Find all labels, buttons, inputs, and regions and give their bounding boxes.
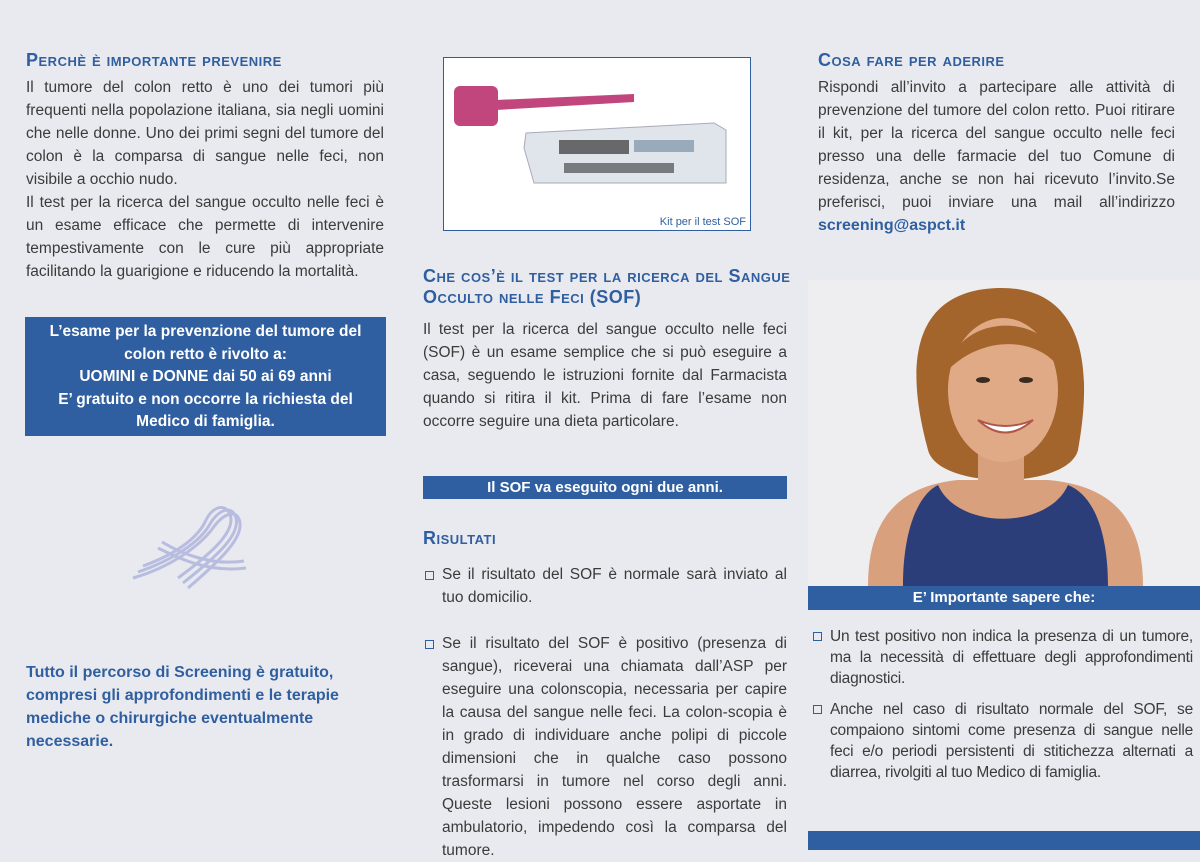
box-line: E’ gratuito e non occorre la richiesta del Medico di famiglia.	[58, 390, 353, 430]
note-text: Anche nel caso di risultato normale del SOF, se compaiono sintomi come presenza di sangue nelle feci e/o periodi persistenti di stitichezza alternati a diarrea, rivolgiti al tuo Medico di famiglia.	[830, 701, 1193, 781]
list-item	[813, 699, 1193, 783]
kit-caption: Kit per il test SOF	[659, 216, 746, 228]
awareness-ribbon-icon	[128, 498, 248, 598]
result-text: Se il risultato del SOF è normale sarà inviato al tuo domicilio.	[442, 566, 787, 606]
sof-kit-image	[444, 58, 749, 208]
email-link[interactable]: screening@aspct.it	[818, 217, 966, 234]
smiling-woman-image	[808, 280, 1200, 586]
footer-bar	[808, 831, 1200, 850]
why-prevent-para1: Il tumore del colon retto è uno dei tumori più frequenti nella popolazione italiana, sia negli uomini che nelle donne. Uno dei primi segni del tumore del colon è la comparsa di sangue nelle feci, non visibile a occhio nudo.	[26, 79, 384, 188]
screening-free-note: Tutto il percorso di Screening è gratuito, compresi gli approfondimenti e le terapie mediche o chirurgiche eventualmente necessarie.	[26, 664, 339, 750]
bullet-square-icon	[813, 705, 822, 714]
important-banner: E’ Importante sapere che:	[808, 586, 1200, 610]
list-item	[425, 563, 787, 609]
woman-photo	[808, 280, 1200, 586]
sof-frequency-banner: Il SOF va eseguito ogni due anni.	[423, 476, 787, 499]
heading-results: Risultati	[423, 528, 497, 548]
bullet-square-icon	[813, 632, 822, 641]
heading-how-to-join: Cosa fare per aderire	[818, 50, 1005, 70]
heading-why-prevent: Perchè è importante prevenire	[26, 50, 282, 70]
note-text: Un test positivo non indica la presenza di un tumore, ma la necessità di effettuare degli approfondimenti diagnostici.	[830, 628, 1193, 687]
list-item	[813, 626, 1193, 689]
what-is-sof-para: Il test per la ricerca del sangue occulto nelle feci (SOF) è un esame semplice che si può eseguire a casa, seguendo le istruzioni fornite dal Farmacista quando si ritira il kit. Prima di fare l’esame non occorre seguire una dieta particolare.	[423, 321, 787, 430]
heading-what-is-sof: Che cos’è il test per la ricerca del Sangue Occulto nelle Feci (SOF)	[423, 266, 791, 307]
notes-list	[813, 626, 1193, 783]
bullet-square-icon	[425, 571, 434, 580]
bullet-square-icon	[425, 640, 434, 649]
box-line: UOMINI e DONNE dai 50 ai 69 anni	[79, 368, 332, 385]
how-to-join-para	[818, 76, 1175, 237]
how-to-join-text: Rispondi all’invito a partecipare alle attività di prevenzione del tumore del colon retto. Puoi ritirare il kit, per la ricerca del sangue occulto nelle feci presso una delle farmacie del tuo Comune di residenza, anche se non hai ricevuto l’invito.Se preferisci, puoi inviare una mail all’indirizzo	[818, 79, 1175, 211]
why-prevent-para2: Il test per la ricerca del sangue occulto nelle feci è un esame efficace che permette di intervenire tempestivamente con le cure più appropriate facilitando la guarigione e riducendo la mortalità.	[26, 194, 384, 280]
list-item	[425, 632, 787, 862]
target-audience-box	[25, 317, 386, 436]
results-list	[425, 563, 787, 862]
kit-image-frame	[443, 57, 751, 231]
box-line: L’esame per la prevenzione del tumore del colon retto è rivolto a:	[49, 323, 362, 363]
result-text: Se il risultato del SOF è positivo (presenza di sangue), riceverai una chiamata dall’ASP per eseguire una colonscopia, necessaria per capire la causa del sangue nelle feci. La colon-scopia è in grado di individuare anche polipi di piccole dimensioni che in qualche caso possono trasformarsi in tumore nel corso degli anni. Queste lesioni possono essere asportate in ambulatorio, impedendo così la comparsa del tumore.	[442, 635, 787, 859]
